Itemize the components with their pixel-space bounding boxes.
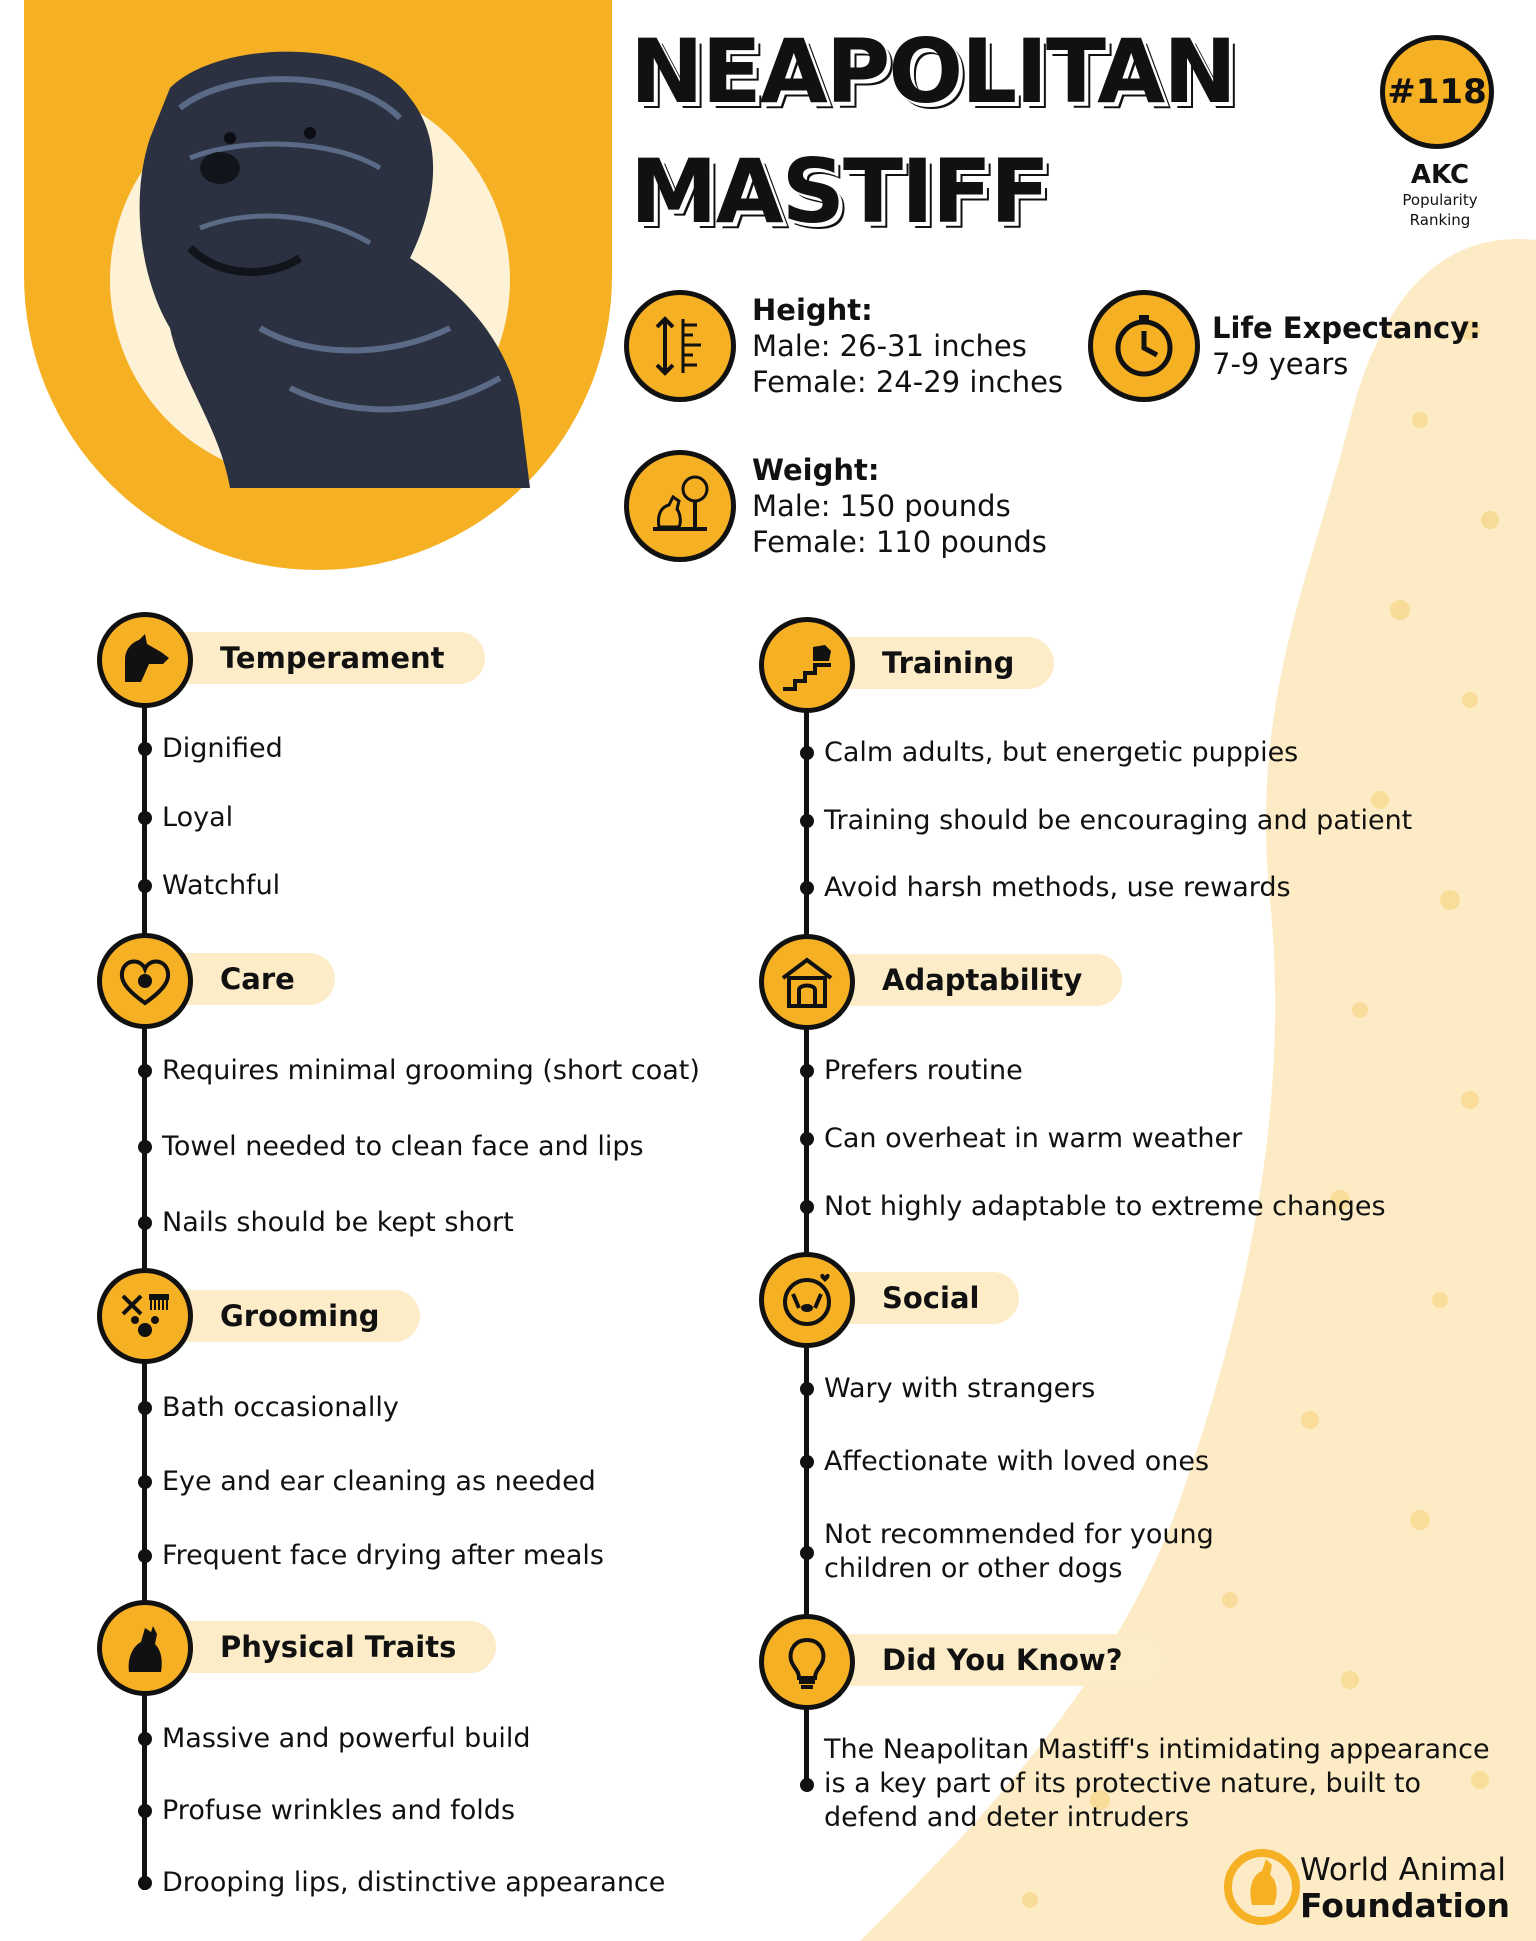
section-grooming-title: Grooming (150, 1290, 420, 1342)
weight-male: Male: 150 pounds (752, 489, 1011, 523)
bullet-dot (800, 814, 814, 828)
logo-text-line-2: Foundation (1300, 1886, 1511, 1925)
section-temperament-title: Temperament (150, 632, 485, 684)
height-male: Male: 26-31 inches (752, 329, 1027, 363)
page-title-line-2: MASTIFF (630, 140, 1049, 243)
bullet-dot (800, 881, 814, 895)
bullet-dot (800, 1064, 814, 1078)
list-item: Not recommended for young children or other dogs (824, 1519, 1214, 1584)
rank-org: AKC (1410, 160, 1470, 190)
dog-face-heart-icon (759, 1252, 855, 1348)
lightbulb-icon (759, 1614, 855, 1710)
bullet-dot (138, 1732, 152, 1746)
bullet-dot (800, 1132, 814, 1146)
bullet-dot (138, 1401, 152, 1415)
list-item: Towel needed to clean face and lips (162, 1131, 644, 1162)
bullet-dot (800, 1778, 814, 1792)
list-item: Watchful (162, 870, 281, 901)
grooming-tools-icon (97, 1268, 193, 1364)
list-item: Not highly adaptable to extreme changes (824, 1191, 1386, 1222)
mastiff-illustration (110, 28, 530, 488)
weight-female: Female: 110 pounds (752, 525, 1047, 559)
list-item: Dignified (162, 733, 283, 764)
dog-house-icon (759, 934, 855, 1030)
list-item: Bath occasionally (162, 1392, 399, 1423)
section-care-title: Care (150, 953, 335, 1005)
rank-subtitle: Popularity Ranking (1402, 191, 1478, 229)
clock-icon (1088, 290, 1200, 402)
list-item: Affectionate with loved ones (824, 1446, 1210, 1477)
list-item: Wary with strangers (824, 1373, 1096, 1404)
bullet-dot (138, 742, 152, 756)
list-item: Nails should be kept short (162, 1207, 514, 1238)
list-item: Training should be encouraging and patient (824, 805, 1413, 836)
list-item: Requires minimal grooming (short coat) (162, 1055, 700, 1086)
list-item: Drooping lips, distinctive appearance (162, 1867, 666, 1898)
dog-head-icon (97, 612, 193, 708)
bullet-dot (800, 746, 814, 760)
sitting-dog-icon (97, 1600, 193, 1696)
list-item: Frequent face drying after meals (162, 1540, 604, 1571)
world-animal-foundation-logo-icon (1222, 1845, 1302, 1925)
bullet-dot (138, 879, 152, 893)
logo-text-line-1: World Animal (1300, 1852, 1506, 1888)
list-item: Calm adults, but energetic puppies (824, 737, 1299, 768)
dog-stairs-icon (759, 617, 855, 713)
scale-dog-icon (624, 450, 736, 562)
height-female: Female: 24-29 inches (752, 365, 1064, 399)
bullet-dot (138, 1140, 152, 1154)
list-item: Loyal (162, 802, 234, 833)
bullet-dot (800, 1546, 814, 1560)
list-item: Avoid harsh methods, use rewards (824, 872, 1291, 903)
height-label: Height: (752, 293, 873, 327)
bullet-dot (138, 1804, 152, 1818)
list-item: Eye and ear cleaning as needed (162, 1466, 596, 1497)
bullet-dot (800, 1382, 814, 1396)
list-item: Can overheat in warm weather (824, 1123, 1243, 1154)
rank-badge: #118 (1380, 35, 1494, 149)
list-item: Profuse wrinkles and folds (162, 1795, 516, 1826)
section-training-title: Training (812, 637, 1054, 689)
bullet-dot (138, 1064, 152, 1078)
section-physical-traits-title: Physical Traits (150, 1621, 496, 1673)
bullet-dot (138, 1475, 152, 1489)
section-did-you-know-title: Did You Know? (812, 1634, 1163, 1686)
bullet-dot (800, 1200, 814, 1214)
section-adaptability-title: Adaptability (812, 954, 1122, 1006)
list-item: Prefers routine (824, 1055, 1023, 1086)
heart-paw-icon (97, 933, 193, 1029)
bullet-dot (138, 811, 152, 825)
section-social-title: Social (812, 1272, 1019, 1324)
bullet-dot (138, 1549, 152, 1563)
list-item: Massive and powerful build (162, 1723, 531, 1754)
list-item: The Neapolitan Mastiff's intimidating appearance is a key part of its protective nature, built to defend and deter intruders (824, 1734, 1490, 1833)
height-ruler-icon (624, 290, 736, 402)
life-value: 7-9 years (1212, 347, 1349, 381)
page-title-line-1: NEAPOLITAN (630, 20, 1235, 123)
bullet-dot (138, 1216, 152, 1230)
bullet-dot (138, 1876, 152, 1890)
weight-label: Weight: (752, 453, 880, 487)
life-label: Life Expectancy: (1212, 311, 1481, 345)
bullet-dot (800, 1455, 814, 1469)
